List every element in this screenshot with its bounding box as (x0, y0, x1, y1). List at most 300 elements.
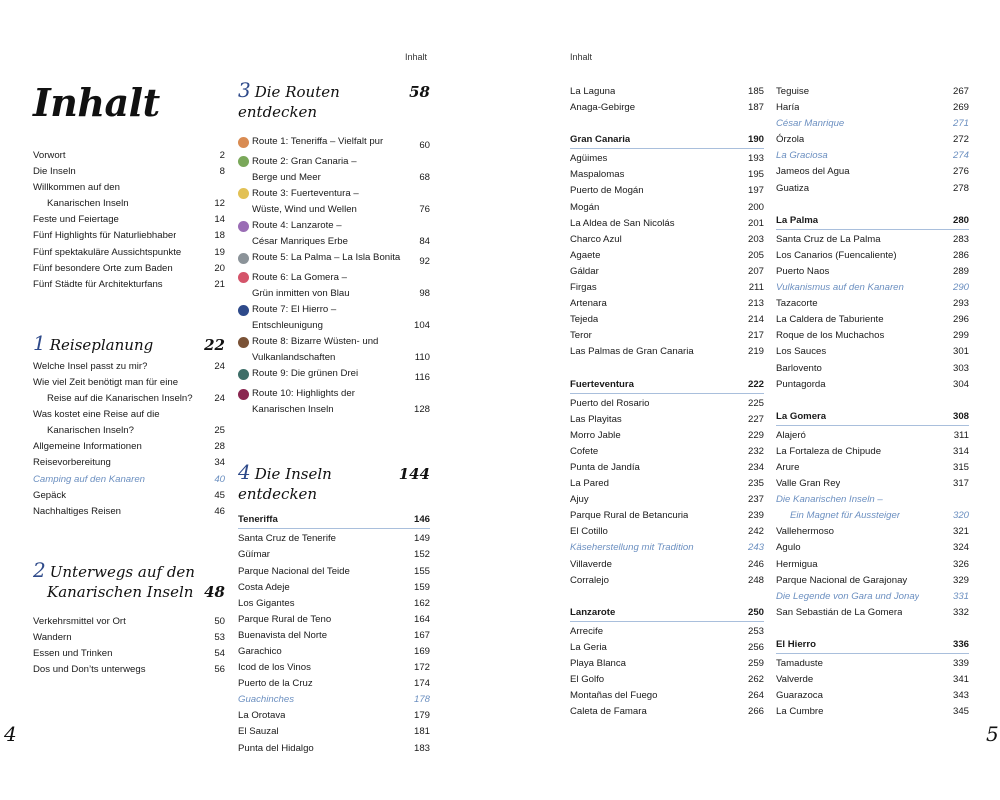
toc-entry-page: 320 (952, 510, 969, 522)
toc-entry-title: Fünf spektakuläre Aussichtspunkte (33, 246, 182, 258)
route-entry-page: 110 (414, 352, 430, 364)
route-entry-title: Route 7: El Hierro – (252, 304, 337, 316)
toc-entry[interactable] (238, 580, 430, 596)
toc-entry[interactable] (238, 644, 430, 660)
route-entry-page: 128 (413, 404, 430, 416)
spacer (570, 116, 764, 132)
route-entry-label (238, 186, 359, 202)
route-entry[interactable] (238, 286, 430, 302)
toc-entry-page: 239 (747, 510, 764, 522)
route-entry-title: César Manriques Erbe (252, 236, 348, 248)
toc-entry[interactable] (776, 328, 969, 344)
toc-entry[interactable] (33, 375, 225, 391)
toc-entry-page: 179 (413, 710, 430, 722)
toc-entry[interactable] (776, 232, 969, 248)
toc-entry-page: 185 (747, 86, 764, 97)
toc-entry-page: 54 (214, 647, 225, 659)
toc-entry[interactable] (570, 167, 764, 183)
toc-entry[interactable] (238, 531, 430, 547)
toc-entry-page: 276 (952, 166, 969, 178)
toc-entry[interactable] (570, 624, 764, 640)
route-entry[interactable] (238, 366, 430, 386)
toc-entry[interactable] (33, 504, 225, 520)
toc-entry[interactable] (570, 688, 764, 704)
route-entry-label (238, 366, 358, 382)
route-color-dot-icon (238, 369, 249, 380)
toc-group-heading[interactable] (570, 377, 764, 394)
toc-entry[interactable] (570, 151, 764, 167)
toc-entry[interactable] (238, 692, 430, 708)
toc-entry-title: Valverde (776, 674, 814, 686)
toc-entry-title: Valle Gran Rey (776, 478, 841, 490)
toc-entry[interactable] (238, 564, 430, 580)
toc-entry[interactable] (570, 216, 764, 232)
toc-entry-title: Charco Azul (570, 233, 622, 245)
route-entry-label (238, 234, 348, 250)
toc-entry[interactable] (238, 547, 430, 563)
toc-entry[interactable] (570, 524, 764, 540)
route-color-dot-icon (238, 305, 249, 316)
toc-group-heading[interactable] (570, 132, 764, 149)
toc-entry[interactable] (238, 741, 430, 757)
toc-entry-title: Vorwort (33, 150, 66, 161)
toc-entry-page: 40 (214, 473, 225, 485)
toc-entry[interactable] (776, 100, 969, 116)
toc-entry[interactable] (33, 455, 225, 471)
toc-entry-title: Fünf Highlights für Naturliebhaber (33, 230, 177, 242)
toc-entry-page: 25 (214, 425, 225, 437)
running-head-left: Inhalt (405, 52, 428, 62)
toc-entry-title: Puerto de la Cruz (238, 678, 313, 690)
toc-entry-page: 174 (413, 678, 430, 690)
toc-entry-title: El Hierro (776, 638, 816, 650)
toc-entry-title: Villaverde (570, 558, 612, 570)
toc-entry-title: Ein Magnet für Aussteiger (790, 510, 901, 522)
toc-entry[interactable] (570, 312, 764, 328)
toc-entry[interactable] (33, 180, 225, 196)
intro-list (33, 148, 225, 293)
toc-entry-title: Las Palmas de Gran Canaria (570, 346, 694, 358)
toc-entry-title: Teguise (776, 86, 810, 97)
toc-column-c (570, 84, 764, 720)
toc-entry-page: 181 (413, 726, 430, 738)
toc-entry-page: 289 (952, 265, 969, 277)
toc-entry-title: Barlovento (776, 362, 822, 374)
toc-entry[interactable] (570, 396, 764, 412)
toc-entry[interactable] (776, 656, 969, 672)
toc-entry[interactable] (570, 444, 764, 460)
toc-entry-title: Fünf Städte für Architekturfans (33, 278, 163, 290)
toc-entry-page: 324 (952, 542, 969, 554)
toc-entry[interactable] (570, 428, 764, 444)
toc-entry-title: Verkehrsmittel vor Ort (33, 615, 126, 627)
toc-entry[interactable] (776, 589, 969, 605)
toc-entry-title: Willkommen auf den (33, 182, 120, 194)
toc-entry[interactable] (238, 612, 430, 628)
toc-entry-page: 219 (747, 346, 764, 358)
toc-entry-page: 197 (747, 185, 764, 197)
route-entry-label (238, 134, 383, 150)
toc-entry-page: 311 (953, 429, 969, 441)
toc-entry-page: 200 (747, 201, 764, 213)
toc-group-heading[interactable] (570, 605, 764, 622)
toc-entry[interactable] (33, 423, 225, 439)
toc-entry-title: Gran Canaria (570, 134, 631, 146)
spacer (776, 621, 969, 637)
toc-entry-page: 283 (952, 233, 969, 245)
toc-entry-title: Die Kanarischen Inseln – (776, 494, 883, 506)
section-4-number: 4 (238, 460, 251, 485)
section-3-number: 3 (238, 78, 251, 102)
toc-entry-title: Tazacorte (776, 298, 818, 310)
route-entry-title: Berge und Meer (252, 171, 321, 183)
toc-entry[interactable] (776, 84, 969, 100)
toc-entry-title: Los Sauces (776, 346, 827, 358)
toc-group-heading[interactable] (776, 637, 969, 654)
toc-entry[interactable] (776, 444, 969, 460)
toc-entry[interactable] (570, 640, 764, 656)
toc-entry-title: La Cumbre (776, 706, 824, 718)
route-entry-page: 98 (419, 287, 430, 299)
route-entry-page: 76 (419, 203, 430, 215)
route-entry-page: 68 (419, 171, 430, 183)
toc-entry[interactable] (238, 628, 430, 644)
toc-entry-page: 213 (747, 298, 764, 310)
section-1-title: Reiseplanung (49, 335, 154, 354)
route-entry[interactable] (238, 234, 430, 250)
route-entry[interactable] (238, 318, 430, 334)
toc-entry-page: 28 (214, 441, 225, 453)
toc-entry-title: Los Gigantes (238, 597, 295, 609)
toc-entry-title: Punta de Jandía (570, 461, 640, 473)
route-entry[interactable] (238, 154, 430, 170)
toc-entry-page: 203 (747, 233, 764, 245)
toc-entry[interactable] (570, 296, 764, 312)
route-entry-page: 92 (419, 255, 430, 267)
toc-entry[interactable] (570, 460, 764, 476)
toc-entry-title: Essen und Trinken (33, 647, 113, 659)
toc-entry[interactable] (776, 672, 969, 688)
route-entry[interactable] (238, 170, 430, 186)
route-entry[interactable] (238, 134, 430, 154)
toc-entry-title: Icod de los Vinos (238, 662, 311, 674)
toc-entry-page: 172 (413, 662, 430, 674)
toc-column-a (33, 78, 225, 678)
toc-entry[interactable] (33, 261, 225, 277)
toc-entry[interactable] (776, 344, 969, 360)
toc-entry-title: Alajeró (776, 429, 806, 441)
toc-entry-title: El Cotillo (570, 526, 608, 538)
toc-entry[interactable] (570, 264, 764, 280)
route-entry[interactable] (238, 386, 430, 402)
toc-entry[interactable] (33, 407, 225, 423)
toc-entry-title: Kanarischen Inseln (47, 198, 129, 210)
toc-entry-title: Órzola (776, 134, 805, 146)
toc-entry-title: Teror (570, 330, 592, 342)
spacer (570, 361, 764, 377)
toc-entry[interactable] (33, 472, 225, 488)
toc-entry-page: 8 (219, 166, 225, 178)
route-entry-title: Grün inmitten von Blau (252, 287, 350, 299)
toc-entry[interactable] (776, 605, 969, 621)
toc-entry[interactable] (776, 557, 969, 573)
toc-entry[interactable] (776, 280, 969, 296)
toc-entry-page: 301 (952, 346, 969, 358)
toc-entry[interactable] (776, 264, 969, 280)
toc-entry-page: 304 (952, 378, 969, 390)
toc-entry[interactable] (776, 148, 969, 164)
route-entry-label (238, 218, 342, 234)
toc-entry[interactable] (776, 492, 969, 508)
route-entry[interactable] (238, 334, 430, 350)
toc-entry-title: Las Playitas (570, 413, 622, 425)
toc-title: Inhalt (33, 80, 160, 125)
toc-entry-page: 149 (413, 533, 430, 545)
toc-entry-page: 329 (952, 574, 969, 586)
toc-entry-title: Camping auf den Kanaren (33, 473, 146, 485)
toc-entry-title: Guachinches (238, 694, 294, 706)
route-entry[interactable] (238, 186, 430, 202)
section-2-list (33, 614, 225, 678)
section-3-title: Die Routen entdecken (238, 83, 340, 121)
toc-entry[interactable] (776, 248, 969, 264)
toc-entry[interactable] (238, 596, 430, 612)
toc-entry[interactable] (570, 100, 764, 116)
toc-entry-title: Playa Blanca (570, 658, 626, 669)
toc-entry-title: Cofete (570, 445, 599, 457)
toc-entry-title: Tejeda (570, 314, 599, 326)
toc-entry[interactable] (570, 508, 764, 524)
toc-entry[interactable] (33, 488, 225, 504)
route-entry-label (238, 318, 323, 334)
toc-entry-title: Was kostet eine Reise auf die (33, 409, 160, 421)
route-entry-label (238, 270, 347, 286)
route-entry-label (238, 170, 321, 186)
toc-entry[interactable] (776, 540, 969, 556)
toc-entry[interactable] (776, 508, 969, 524)
toc-entry[interactable] (776, 181, 969, 197)
route-color-dot-icon (238, 137, 249, 148)
toc-entry-page: 272 (952, 134, 969, 146)
running-head-right: Inhalt (570, 52, 593, 62)
toc-entry-page: 250 (747, 606, 764, 618)
toc-entry[interactable] (570, 328, 764, 344)
toc-entry-page: 256 (747, 641, 764, 653)
toc-entry-page: 12 (214, 198, 225, 210)
toc-entry[interactable] (570, 573, 764, 589)
toc-entry-page: 234 (747, 461, 764, 473)
toc-entry[interactable] (570, 656, 764, 672)
route-entry-title: Vulkanlandschaften (252, 352, 336, 364)
toc-entry-title: San Sebastián de La Gomera (776, 606, 903, 618)
toc-entry[interactable] (776, 164, 969, 180)
route-entry[interactable] (238, 270, 430, 286)
toc-entry-page: 303 (952, 362, 969, 374)
routes-list (238, 134, 430, 418)
toc-entry[interactable] (776, 428, 969, 444)
toc-entry-page: 193 (747, 153, 764, 165)
toc-entry[interactable] (570, 183, 764, 199)
section-2-title-line2: Kanarischen Inseln (47, 582, 194, 601)
toc-column-d (776, 84, 969, 720)
toc-entry[interactable] (238, 708, 430, 724)
toc-entry-title: Fünf besondere Orte zum Baden (33, 262, 173, 274)
toc-entry[interactable] (776, 573, 969, 589)
toc-entry-title: Costa Adeje (238, 581, 290, 593)
route-color-dot-icon (238, 389, 249, 400)
toc-entry-page: 217 (747, 330, 764, 342)
toc-entry-page: 178 (413, 694, 430, 706)
section-4-page: 144 (398, 465, 430, 484)
toc-entry-page: 321 (952, 526, 969, 538)
toc-entry[interactable] (570, 248, 764, 264)
toc-entry[interactable] (33, 630, 225, 646)
toc-entry[interactable] (570, 476, 764, 492)
toc-entry-page: 167 (413, 629, 430, 641)
toc-entry-page: 50 (214, 615, 225, 627)
toc-entry-title: La Graciosa (776, 150, 828, 162)
toc-entry-title: Wie viel Zeit benötigt man für eine (33, 376, 179, 388)
toc-entry[interactable] (570, 492, 764, 508)
toc-entry[interactable] (570, 200, 764, 216)
toc-entry[interactable] (33, 662, 225, 678)
route-entry[interactable] (238, 350, 430, 366)
toc-entry-title: Tamaduste (776, 658, 823, 669)
toc-entry-title: Parque Nacional del Teide (238, 565, 350, 577)
toc-entry[interactable] (776, 132, 969, 148)
toc-entry[interactable] (570, 84, 764, 100)
toc-group-heading[interactable] (776, 213, 969, 230)
toc-group-heading[interactable] (238, 512, 430, 529)
section-4-title: Die Inseln entdecken (238, 465, 332, 504)
toc-entry[interactable] (570, 412, 764, 428)
toc-entry[interactable] (33, 148, 225, 164)
section-1-number: 1 (33, 330, 46, 355)
route-entry-label (238, 154, 357, 170)
toc-entry[interactable] (776, 476, 969, 492)
toc-entry[interactable] (33, 614, 225, 630)
toc-entry[interactable] (776, 116, 969, 132)
toc-entry-page: 152 (413, 549, 430, 561)
toc-entry-page: 235 (747, 478, 764, 490)
toc-group-heading[interactable] (776, 409, 969, 426)
toc-entry-title: Lanzarote (570, 606, 616, 618)
spacer (570, 589, 764, 605)
route-entry-page: 104 (413, 320, 430, 332)
toc-entry-page: 248 (747, 574, 764, 586)
toc-entry[interactable] (238, 724, 430, 740)
toc-entry-page: 336 (952, 638, 969, 650)
toc-entry-title: Vallehermoso (776, 526, 834, 538)
route-entry[interactable] (238, 302, 430, 318)
toc-entry[interactable] (238, 660, 430, 676)
toc-entry[interactable] (33, 391, 225, 407)
toc-entry-title: Corralejo (570, 574, 609, 586)
spacer (776, 393, 969, 409)
toc-entry-page: 24 (214, 393, 225, 405)
toc-entry[interactable] (33, 277, 225, 293)
toc-entry-title: Puerto de Mogán (570, 185, 644, 197)
toc-entry-page: 293 (952, 298, 969, 310)
toc-entry[interactable] (776, 688, 969, 704)
toc-entry-page: 207 (747, 265, 764, 277)
route-entry-title: Route 6: La Gomera – (252, 271, 347, 283)
toc-entry-page: 146 (413, 514, 430, 526)
toc-entry[interactable] (570, 704, 764, 720)
toc-entry[interactable] (776, 296, 969, 312)
toc-entry-title: Dos und Don’ts unterwegs (33, 664, 146, 676)
route-entry[interactable] (238, 402, 430, 418)
toc-entry-page: 53 (214, 631, 225, 643)
toc-entry-title: Guatiza (776, 182, 810, 194)
toc-entry-page: 159 (413, 581, 430, 593)
toc-entry[interactable] (33, 359, 225, 375)
toc-entry[interactable] (570, 344, 764, 360)
toc-entry[interactable] (33, 646, 225, 662)
toc-entry[interactable] (33, 212, 225, 228)
route-entry[interactable] (238, 202, 430, 218)
toc-entry[interactable] (776, 704, 969, 720)
toc-entry-title: Parque Rural de Teno (238, 613, 332, 625)
toc-entry-title: Allgemeine Informationen (33, 441, 142, 453)
toc-entry-title: César Manrique (776, 118, 845, 130)
toc-entry[interactable] (570, 540, 764, 556)
toc-entry[interactable] (570, 557, 764, 573)
route-entry[interactable] (238, 218, 430, 234)
toc-entry-title: Puerto del Rosario (570, 397, 650, 409)
toc-entry[interactable] (570, 672, 764, 688)
toc-entry-page: 227 (747, 413, 764, 425)
toc-entry-title: Agaete (570, 249, 601, 261)
route-entry-label (238, 202, 357, 218)
toc-entry-page: 195 (747, 169, 764, 181)
toc-entry-page: 169 (413, 645, 430, 657)
toc-entry-page: 243 (747, 542, 764, 554)
toc-entry[interactable] (33, 245, 225, 261)
toc-entry-title: Die Legende von Gara und Jonay (776, 590, 920, 602)
toc-entry-title: La Laguna (570, 86, 616, 97)
toc-entry[interactable] (776, 312, 969, 328)
toc-entry-title: Reise auf die Kanarischen Inseln? (47, 393, 193, 405)
toc-entry-title: Jameos del Agua (776, 166, 850, 178)
section-4-list (238, 512, 430, 756)
toc-entry-page: 229 (747, 429, 764, 441)
toc-entry[interactable] (776, 361, 969, 377)
toc-entry[interactable] (238, 676, 430, 692)
page-number-right: 5 (986, 722, 999, 746)
toc-entry[interactable] (570, 280, 764, 296)
toc-entry-page: 341 (952, 674, 969, 686)
toc-entry[interactable] (33, 196, 225, 212)
toc-entry-page: 2 (219, 150, 225, 161)
toc-entry[interactable] (33, 439, 225, 455)
toc-entry[interactable] (776, 524, 969, 540)
route-entry-label (238, 402, 334, 418)
toc-entry[interactable] (570, 232, 764, 248)
toc-entry-title: Maspalomas (570, 169, 625, 181)
toc-entry-title: Kanarischen Inseln? (47, 425, 134, 437)
toc-entry-page: 267 (952, 86, 969, 97)
toc-entry-title: La Palma (776, 214, 819, 226)
toc-entry-title: Agüimes (570, 153, 608, 165)
route-entry[interactable] (238, 250, 430, 270)
toc-entry[interactable] (33, 228, 225, 244)
toc-entry[interactable] (776, 377, 969, 393)
toc-entry-page: 317 (952, 478, 969, 490)
toc-entry[interactable] (776, 460, 969, 476)
toc-entry-title: Artenara (570, 298, 607, 310)
toc-entry[interactable] (33, 164, 225, 180)
